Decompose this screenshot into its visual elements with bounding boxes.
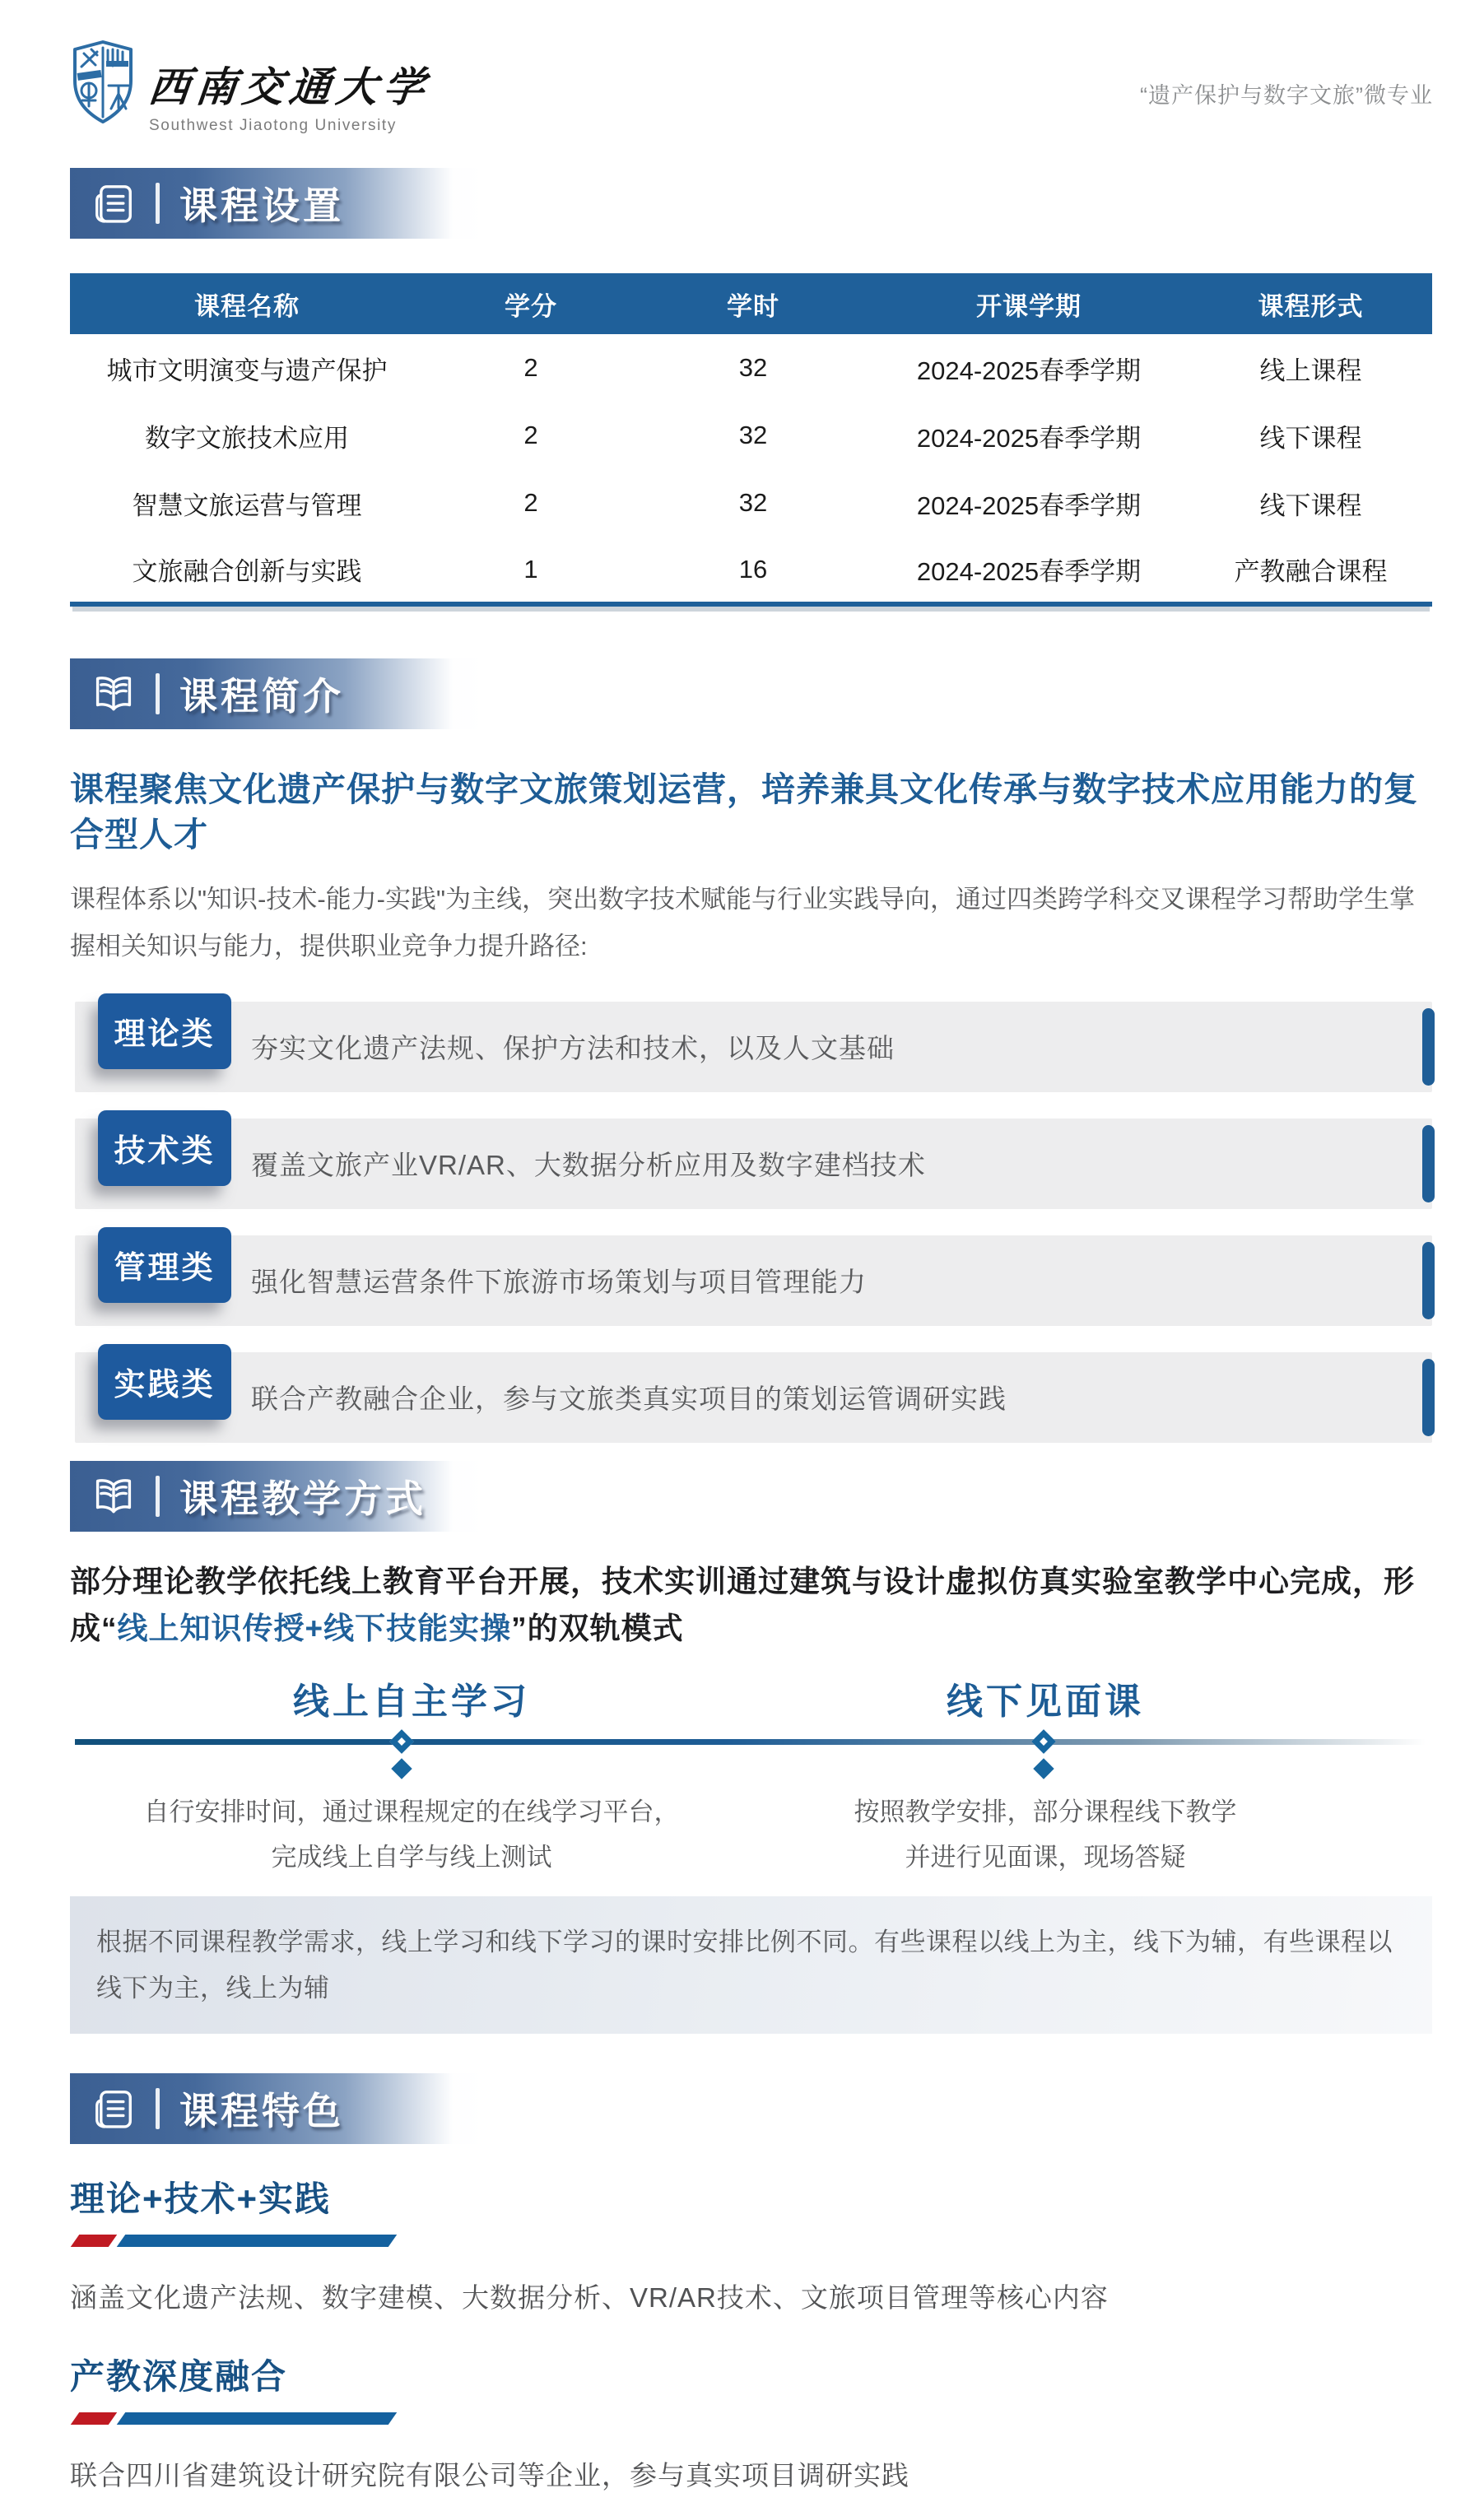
- cell-term: 2024-2025春季学期: [916, 356, 1142, 385]
- section-title: 课程设置: [179, 184, 344, 227]
- section-banner-course-intro: [70, 658, 486, 729]
- underline-blue-bar: [117, 2412, 398, 2425]
- feature-description: 涵盖文化遗产法规、数字建模、大数据分析、VR/AR技术、文旅项目管理等核心内容: [70, 2282, 1109, 2314]
- feature-description: 联合四川省建筑设计研究院有限公司等企业，参与真实项目调研实践: [70, 2460, 909, 2491]
- university-logo: [70, 40, 433, 135]
- category-tag: 理论类: [98, 993, 231, 1069]
- category-text: 夯实文化遗产法规、保护方法和技术，以及人文基础: [251, 1033, 895, 1064]
- track-desc-line: 按照教学安排，部分课程线下教学: [854, 1798, 1237, 1827]
- track-titles-row: [70, 1660, 1432, 1724]
- track-descriptions-row: [70, 1790, 1432, 1880]
- track-desc-line: 并进行见面课，现场答疑: [905, 1842, 1186, 1872]
- feature-item-industry-education: [70, 2350, 1433, 2493]
- section-title: 课程教学方式: [179, 1477, 426, 1520]
- list-item-theory: [70, 993, 1432, 1092]
- university-name-cn: 西南交通大学: [146, 63, 433, 111]
- section-banner-course-setup: [70, 168, 486, 239]
- table-row: [70, 402, 1432, 469]
- cell-credits: 1: [523, 554, 538, 584]
- program-badge: “遗产保护与数字文旅”微专业: [1140, 83, 1433, 108]
- intro-headline: 课程聚焦文化遗产保护与数字文旅策划运营，培养兼具文化传承与数字技术应用能力的复合型人才: [70, 770, 1418, 853]
- underline-red-accent: [71, 2235, 118, 2247]
- page-header: [0, 0, 1484, 132]
- list-item-practice: [70, 1344, 1432, 1443]
- cell-term: 2024-2025春季学期: [916, 557, 1142, 586]
- cell-course-name: 城市文明演变与遗产保护: [106, 356, 388, 385]
- category-tag: 实践类: [98, 1344, 231, 1420]
- cell-credits: 2: [523, 488, 538, 517]
- category-tag: 管理类: [98, 1227, 231, 1303]
- diamond-fill: [391, 1759, 412, 1779]
- category-tag: 技术类: [98, 1110, 231, 1186]
- track-desc-online: [70, 1790, 753, 1880]
- track-desc-line: 自行安排时间，通过课程规定的在线学习平台，: [143, 1798, 680, 1827]
- teaching-timeline: [70, 1724, 1432, 1782]
- course-table-header-row: [70, 273, 1432, 334]
- cell-term: 2024-2025春季学期: [916, 491, 1142, 520]
- category-right-cap: [1422, 1242, 1435, 1319]
- feature-title: 产教深度融合: [70, 2357, 288, 2397]
- diamond-outline: [389, 1729, 414, 1754]
- banner-separator: [156, 673, 160, 714]
- open-book-icon: [91, 672, 136, 716]
- category-list: [0, 993, 1484, 1443]
- category-text: 覆盖文旅产业VR/AR、大数据分析应用及数字建档技术: [251, 1150, 926, 1181]
- table-row: [70, 469, 1432, 537]
- feature-underline: [70, 2412, 395, 2425]
- cell-term: 2024-2025春季学期: [916, 423, 1142, 453]
- banner-separator: [156, 2088, 160, 2129]
- column-header-form: 课程形式: [1189, 273, 1432, 334]
- cell-course-name: 文旅融合创新与实践: [132, 557, 362, 586]
- column-header-credits: 学分: [424, 273, 638, 334]
- underline-red-accent: [71, 2412, 118, 2425]
- track-desc-offline: [753, 1790, 1337, 1880]
- section-title: 课程特色: [179, 2090, 344, 2133]
- track-title-offline: 线下见面课: [947, 1681, 1144, 1723]
- cell-hours: 32: [738, 421, 768, 449]
- track-title-online: 线上自主学习: [293, 1681, 530, 1723]
- cell-credits: 2: [523, 421, 538, 449]
- course-table: [70, 273, 1432, 607]
- track-desc-line: 完成线上自学与线上测试: [271, 1842, 552, 1872]
- teaching-lead-text: [70, 1558, 1433, 1653]
- column-header-term: 开课学期: [868, 273, 1189, 334]
- university-shield-icon: [70, 40, 136, 125]
- cell-hours: 32: [738, 488, 768, 517]
- category-right-cap: [1422, 1359, 1435, 1436]
- cell-course-name: 数字文旅技术应用: [145, 423, 349, 453]
- intro-paragraph: 课程体系以"知识-技术-能力-实践"为主线，突出数字技术赋能与行业实践导向，通过四类跨学科交叉课程学习帮助学生掌握相关知识与能力，提供职业竞争力提升路径:: [70, 884, 1415, 961]
- timeline-line: [75, 1739, 1426, 1745]
- underline-blue-bar: [117, 2235, 398, 2247]
- section-banner-teaching-method: [70, 1461, 486, 1532]
- feature-underline: [70, 2235, 395, 2247]
- cell-form: 线上课程: [1259, 356, 1362, 385]
- category-right-cap: [1422, 1125, 1435, 1202]
- document-lines-icon: [91, 181, 136, 226]
- section-banner-course-features: [70, 2073, 486, 2144]
- lead-highlight: 线上知识传授+线下技能实操: [117, 1611, 512, 1645]
- section-title: 课程简介: [179, 675, 344, 718]
- diamond-fill: [1033, 1759, 1054, 1779]
- cell-form: 线下课程: [1259, 423, 1362, 453]
- cell-course-name: 智慧文旅运营与管理: [132, 491, 362, 520]
- open-book-icon: [91, 1474, 136, 1519]
- table-row: [70, 537, 1432, 604]
- category-right-cap: [1422, 1008, 1435, 1086]
- document-lines-icon: [91, 2086, 136, 2131]
- feature-item-theory-tech-practice: [70, 2172, 1433, 2315]
- cell-form: 产教融合课程: [1234, 557, 1388, 586]
- lead-prefix: 部分理论教学依托线上教育平台开展，技术实训通过建筑与设计虚拟仿真实验室教学中心完成，形成“: [70, 1564, 1415, 1645]
- university-name-en: Southwest Jiaotong University: [149, 117, 397, 134]
- category-text: 联合产教融合企业，参与文旅类真实项目的策划运管调研实践: [251, 1384, 1007, 1415]
- diamond-outline: [1031, 1729, 1056, 1754]
- university-name: [146, 54, 433, 135]
- cell-hours: 16: [738, 554, 768, 584]
- feature-title: 理论+技术+实践: [70, 2179, 332, 2219]
- list-item-management: [70, 1227, 1432, 1326]
- lead-suffix: ”的双轨模式: [511, 1611, 684, 1645]
- column-header-hours: 学时: [638, 273, 868, 334]
- category-text: 强化智慧运营条件下旅游市场策划与项目管理能力: [251, 1267, 867, 1298]
- cell-credits: 2: [523, 353, 538, 382]
- table-row: [70, 334, 1432, 402]
- cell-form: 线下课程: [1259, 491, 1362, 520]
- teaching-note-box: 根据不同课程教学需求，线上学习和线下学习的课时安排比例不同。有些课程以线上为主，线下为辅，有些课程以线下为主，线上为辅: [70, 1896, 1432, 2035]
- list-item-technology: [70, 1110, 1432, 1209]
- banner-separator: [156, 183, 160, 224]
- banner-separator: [156, 1476, 160, 1517]
- column-header-course-name: 课程名称: [70, 273, 424, 334]
- cell-hours: 32: [738, 353, 768, 382]
